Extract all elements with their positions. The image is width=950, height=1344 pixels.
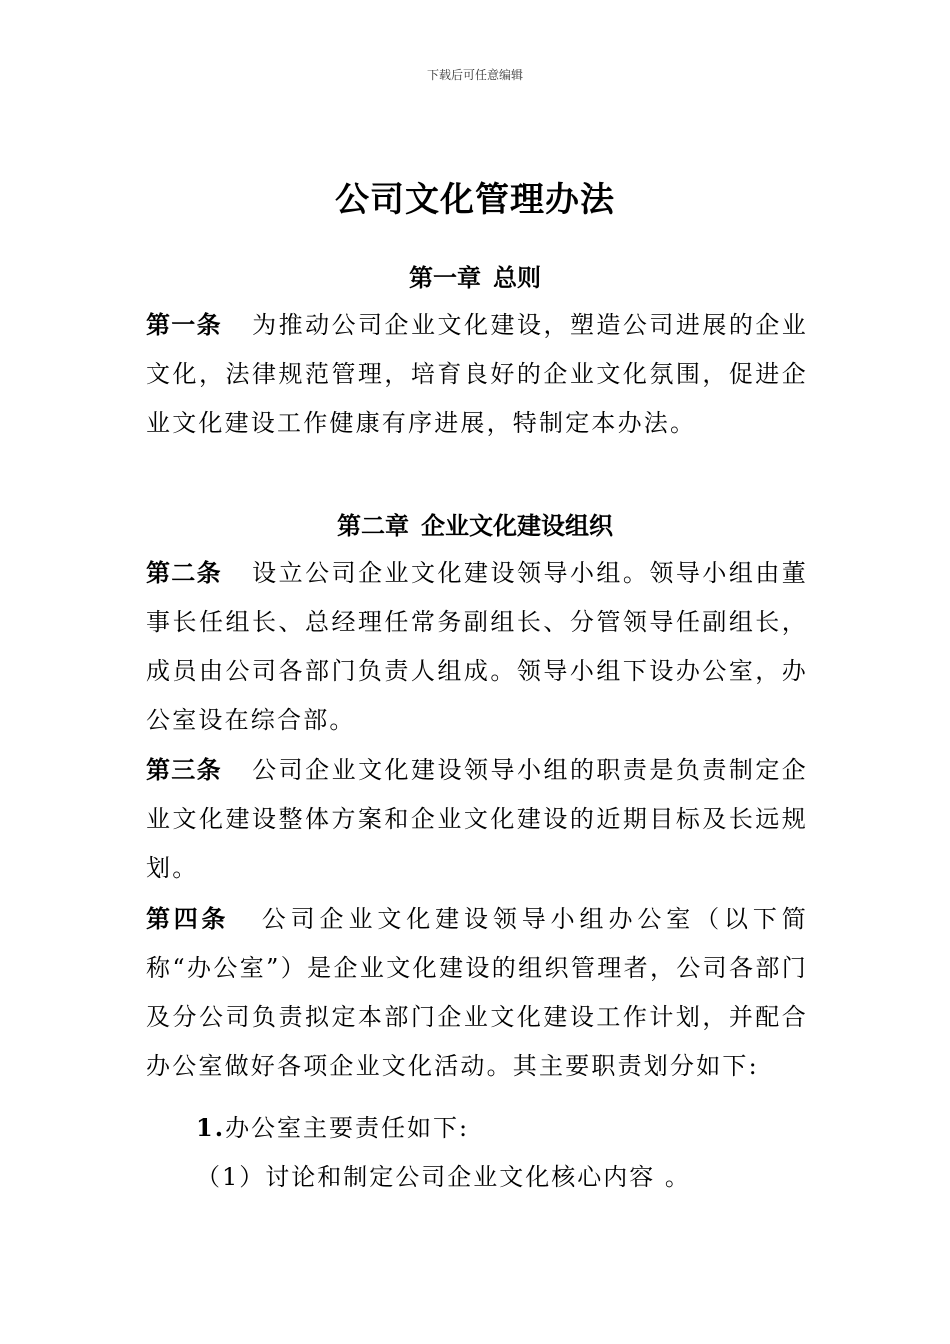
article-label: 第四条 <box>146 904 230 933</box>
article-text: 公司企业文化建设领导小组的职责是负责制定企业文化建设整体方案和企业文化建设的近期目标及长远规划。 <box>146 756 809 882</box>
article-label: 第三条 <box>146 755 222 784</box>
document-title: 公司文化管理办法 <box>335 180 615 220</box>
article-text: 为推动公司企业文化建设，塑造公司进展的企业文化，法律规范管理，培育良好的企业文化氛围，促进企业文化建设工作健康有序进展，特制定本办法。 <box>146 311 809 437</box>
chapter-name: 总则 <box>493 263 541 292</box>
article-2 <box>146 548 808 745</box>
article-1 <box>146 300 808 448</box>
article-label: 第二条 <box>146 558 222 587</box>
sub-list-item-number: （1） <box>196 1163 266 1191</box>
article-text: 设立公司企业文化建设领导小组。领导小组由董事长任组长、总经理任常务副组长、分管领导任副组长，成员由公司各部门负责人组成。领导小组下设办公室，办公室设在综合部。 <box>146 559 809 734</box>
chapter-heading-1 <box>0 258 950 293</box>
chapter-label: 第一章 <box>409 263 481 292</box>
article-text: 公司企业文化建设领导小组办公室（以下简称“办公室”）是企业文化建设的组织管理者，公司各部门及分公司负责拟定本部门企业文化建设工作计划，并配合办公室做好各项企业文化活动。其主要职责划分如下: <box>146 905 808 1080</box>
article-3 <box>146 745 808 893</box>
list-item-1 <box>196 1108 469 1143</box>
chapter-label: 第二章 <box>337 511 409 540</box>
list-item-text: 办公室主要责任如下: <box>225 1114 470 1142</box>
list-item-number: 1. <box>196 1113 226 1142</box>
sub-list-item-text: 讨论和制定公司企业文化核心内容 。 <box>265 1163 691 1191</box>
article-label: 第一条 <box>146 310 222 339</box>
sub-list-item-1 <box>196 1157 691 1192</box>
page-header-note: 下载后可任意编辑 <box>426 68 523 82</box>
chapter-heading-2 <box>0 506 950 541</box>
chapter-name: 企业文化建设组织 <box>421 511 613 540</box>
article-4 <box>146 894 808 1091</box>
